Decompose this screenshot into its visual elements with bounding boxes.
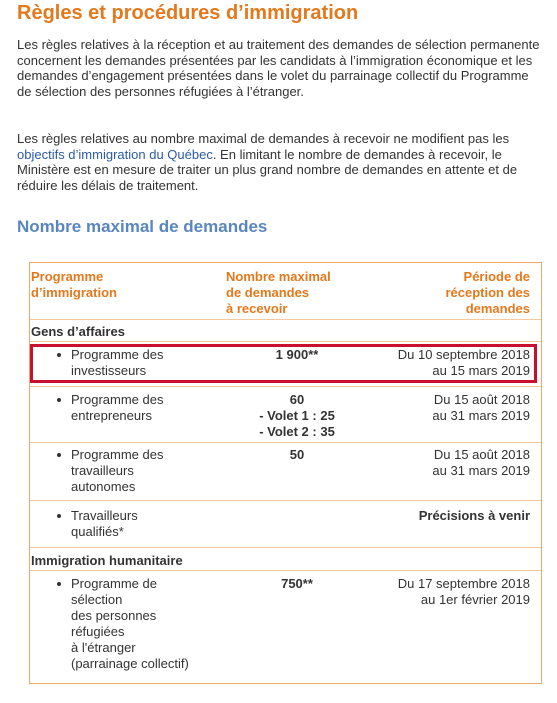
max-requests-value: 1 900** [275, 347, 319, 362]
max-requests-value: 50 [289, 447, 305, 462]
program-name-line-2: entrepreneurs [71, 408, 152, 423]
table-left-rule [29, 262, 30, 683]
bullet-icon [57, 514, 61, 518]
header-period-line-3: demandes [465, 301, 530, 316]
period-line-1: Du 15 août 2018 [433, 447, 530, 462]
table-bottom-rule [29, 683, 542, 684]
intro-paragraph-1: Les règles relatives à la réception et au traitement des demandes de sélection permanente concernent les demandes présentées par les candidats à l’immigration économique et les demandes d’engagement présentées dans le volet du parrainage collectif du Programme de sélection des personnes réfugiées à l’étranger. [17, 37, 540, 99]
reception-period [398, 347, 530, 379]
reception-period [398, 576, 530, 608]
program-name-line-2: sélection [71, 592, 123, 607]
reception-period [432, 447, 530, 479]
page-title: Règles et procédures d’immigration [17, 2, 359, 24]
header-max-line-1: Nombre maximal [226, 269, 331, 284]
category-humanitarian: Immigration humanitaire [31, 553, 183, 568]
header-max-requests [226, 269, 331, 317]
paragraph-2-text-before: Les règles relatives au nombre maximal de demandes à recevoir ne modifient pas les [17, 131, 510, 146]
header-max-line-2: de demandes [226, 285, 310, 300]
period-line-1: Du 10 septembre 2018 [397, 347, 530, 362]
bullet-icon [57, 398, 61, 402]
program-name-line-2: investisseurs [71, 363, 147, 378]
program-name-line-5: à l'étranger [71, 640, 136, 655]
header-max-line-3: à recevoir [226, 301, 288, 316]
program-name-line-1: Travailleurs [71, 508, 138, 523]
header-divider [30, 319, 541, 320]
period-line-2: au 1er février 2019 [420, 592, 530, 607]
category-business: Gens d’affaires [31, 324, 125, 339]
row-divider [30, 547, 541, 548]
table-right-rule [541, 262, 542, 683]
immigration-objectives-link[interactable]: objectifs d’immigration du Québec [17, 146, 213, 162]
details-to-come: Précisions à venir [418, 508, 530, 523]
header-program-line-1: Programme [31, 269, 104, 284]
program-name-line-4: réfugiées [71, 624, 125, 639]
max-stream-1: - Volet 1 : 25 [259, 408, 335, 423]
category-business-divider [30, 341, 541, 342]
bullet-icon [57, 582, 61, 586]
program-name [71, 508, 138, 540]
period-line-1: Du 15 août 2018 [433, 392, 530, 407]
header-program [31, 269, 117, 301]
header-period [445, 269, 530, 317]
period-line-2: au 31 mars 2019 [432, 408, 530, 423]
period-line-1: Du 17 septembre 2018 [397, 576, 530, 591]
program-name [71, 347, 163, 379]
category-humanitarian-divider [30, 570, 541, 571]
max-stream-2: - Volet 2 : 35 [259, 424, 335, 439]
row-divider [30, 442, 541, 443]
program-name-line-1: Programme des [71, 392, 164, 407]
program-name-line-1: Programme des [71, 347, 164, 362]
paragraph-2-text-after: . En limitant le nombre de demandes à recevoir, le Ministère est en mesure de traiter un plus grand nombre de demandes en attente et de réduire les délais de traitement. [17, 146, 518, 193]
program-name [71, 447, 163, 495]
header-program-line-2: d’immigration [31, 285, 117, 300]
program-name-line-6: (parrainage collectif) [71, 656, 189, 671]
max-total: 60 [289, 392, 305, 407]
program-name-line-2: qualifiés* [71, 524, 124, 539]
period-line-2: au 31 mars 2019 [432, 463, 530, 478]
intro-paragraph-2 [17, 131, 542, 193]
row-divider [30, 500, 541, 501]
program-name [71, 576, 189, 672]
row-divider [30, 386, 541, 387]
bullet-icon [57, 453, 61, 457]
period-line-2: au 15 mars 2019 [432, 363, 530, 378]
section-title: Nombre maximal de demandes [17, 217, 268, 236]
bullet-icon [57, 353, 61, 357]
header-period-line-2: réception des [445, 285, 530, 300]
program-name-line-3: des personnes [71, 608, 157, 623]
program-name-line-1: Programme de [71, 576, 157, 591]
max-requests-value: 750** [281, 576, 313, 591]
reception-period [432, 392, 530, 424]
program-name [71, 392, 163, 424]
table-top-rule [29, 262, 542, 263]
program-name-line-1: Programme des [71, 447, 164, 462]
max-requests-value [244, 392, 350, 440]
program-name-line-3: autonomes [71, 479, 136, 494]
header-period-line-1: Période de [463, 269, 530, 284]
program-name-line-2: travailleurs [71, 463, 134, 478]
